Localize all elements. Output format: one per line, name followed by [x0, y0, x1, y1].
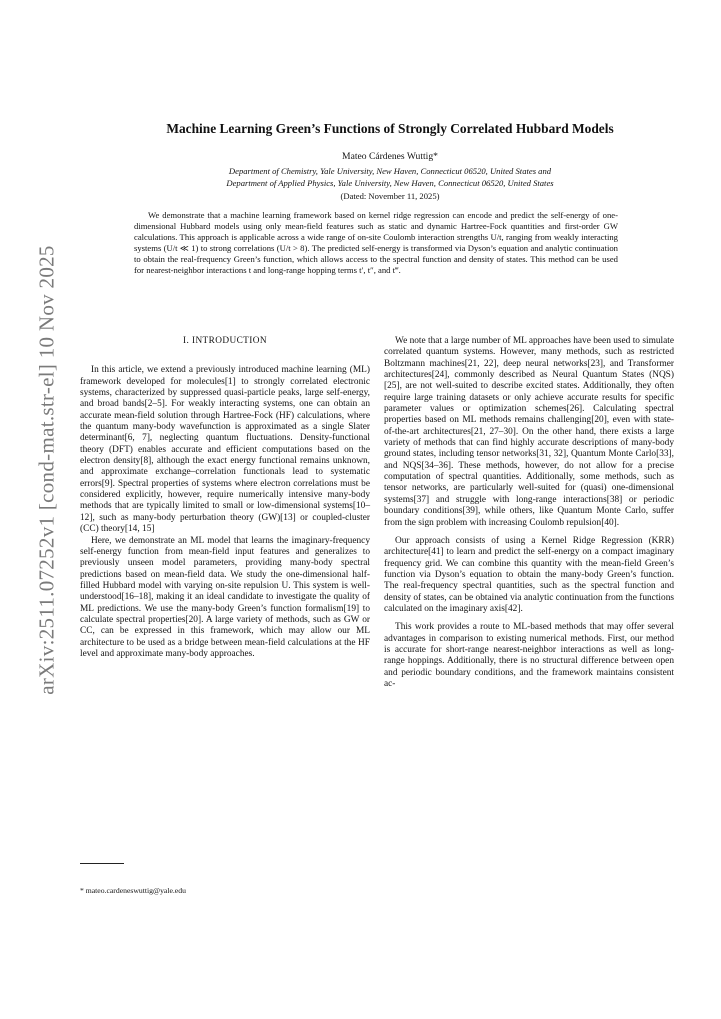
right-column	[384, 336, 674, 690]
intro-paragraph-5: This work provides a route to ML-based methods that may offer several advantages in comparison to existing numerical methods. First, our method is accurate for short-range nearest-neighbor interactions as well as long-range hoppings. Additionally, there is no structural difference between open and periodic boundary conditions, and the framework maintains consistent ac-	[384, 622, 674, 689]
intro-paragraph-1: In this article, we extend a previously introduced machine learning (ML) framework developed for molecules[1] to strongly correlated electronic systems, characterized by suppressed quasi-particle peaks, large self-energy, and broad bands[2–5]. For weakly interacting systems, one can obtain an accurate mean-field solution through Hartree-Fock (HF) calculations, where the quantum many-body wavefunction is approximated as a single Slater determinant[6, 7], neglecting quantum fluctuations. Density-functional theory (DFT) enables accurate and efficient computations based on the electron density[8], although the exact energy functional remains unknown, and approximate exchange–correlation functionals lead to systematic errors[9]. Spectral properties of systems where electron correlations must be considered explicitly, however, require numerically intensive many-body methods that are typically limited to small or low-dimensional systems[10–12], such as many-body perturbation theory (GW)[13] or coupled-cluster (CC) theory[14, 15]	[80, 365, 370, 535]
left-column	[80, 336, 370, 660]
affiliation-1: Department of Chemistry, Yale University, New Haven, Connecticut 06520, United States and	[228, 166, 552, 176]
abstract: We demonstrate that a machine learning framework based on kernel ridge regression can encode and predict the self-energy of one-dimensional Hubbard models using only mean-field features such as static and dynamic Hartree-Fock quantities and first-order GW calculations. This approach is applicable across a wide range of on-site Coulomb interaction strengths U/t, ranging from weakly interacting systems (U/t ≪ 1) to strong correlations (U/t > 8). The predicted self-energy is transformed via Dyson’s equation and analytic continuation to obtain the real-frequency Green’s function, which allows access to the spectral function and density of states. This method can be used for nearest-neighbor interactions t and long-range hopping terms t′, t″, and t‴.	[134, 210, 618, 276]
intro-paragraph-3: We note that a large number of ML approaches have been used to simulate correlated quantum systems. However, many methods, such as restricted Boltzmann machines[21, 22], deep neural networks[23], and Transformer architectures[24], commonly described as Neural Quantum States (NQS)[25], are not well-suited to describe excited states. Additionally, they often require large training datasets or only achieve accurate results for specific parameter values or optimization schemes[26]. Calculating spectral properties based on ML methods remains challenging[20], even with state-of-the-art architectures[21, 27–30]. On the other hand, there exists a large variety of methods that can find highly accurate descriptions of many-body ground states, including tensor networks[31, 32], Quantum Monte Carlo[33], and NQS[34–36]. These methods, however, do not allow for a precise computation of spectral quantities. Additionally, some methods, such as tensor networks, are particularly well-suited for (quasi) one-dimensional systems[37] and struggle with long-range interactions[38] or periodic boundary conditions[39], while others, like Quantum Monte Carlo, suffer from the sign problem with increasing Coulomb repulsion[40].	[384, 336, 674, 528]
dated-line: (Dated: November 11, 2025)	[340, 191, 440, 201]
footnote-divider	[80, 863, 124, 864]
intro-paragraph-2: Here, we demonstrate an ML model that learns the imaginary-frequency self-energy function from mean-field input features and generalizes to previously unseen model parameters, providing many-body spectral predictions based on mean-field data. We study the one-dimensional half-filled Hubbard model with varying on-site repulsion U. This system is well-understood[16–18], making it an ideal candidate to investigate the quality of ML predictions. We use the many-body Green’s function formalism[19] to calculate spectral properties[20]. A large variety of methods, such as GW or CC, can be expressed in this framework, which may allow our ML architecture to be used as a bridge between mean-field calculations at the HF level and approximate many-body approaches.	[80, 535, 370, 659]
section-heading: I. INTRODUCTION	[183, 336, 267, 346]
intro-paragraph-4: Our approach consists of using a Kernel Ridge Regression (KRR) architecture[41] to learn and predict the self-energy on a compact imaginary frequency grid. We can combine this quantity with the mean-field Green’s function via Dyson’s equation to obtain the many-body Green’s function. The real-frequency spectral quantities, such as the spectral function and density of states, can be obtained via analytic continuation from the functions calculated on the imaginary axis[42].	[384, 535, 674, 614]
arxiv-identifier-stamp	[22, 245, 72, 695]
affiliation-2: Department of Applied Physics, Yale University, New Haven, Connecticut 06520, United States	[226, 178, 554, 188]
author-name: Mateo Cárdenes Wuttig*	[342, 151, 438, 162]
arxiv-id-text: arXiv:2511.07252v1 [cond-mat.str-el] 10 Nov 2025	[34, 245, 59, 695]
footnote-email: * mateo.cardeneswuttig@yale.edu	[80, 886, 186, 895]
paper-title: Machine Learning Green’s Functions of Strongly Correlated Hubbard Models	[166, 121, 614, 136]
